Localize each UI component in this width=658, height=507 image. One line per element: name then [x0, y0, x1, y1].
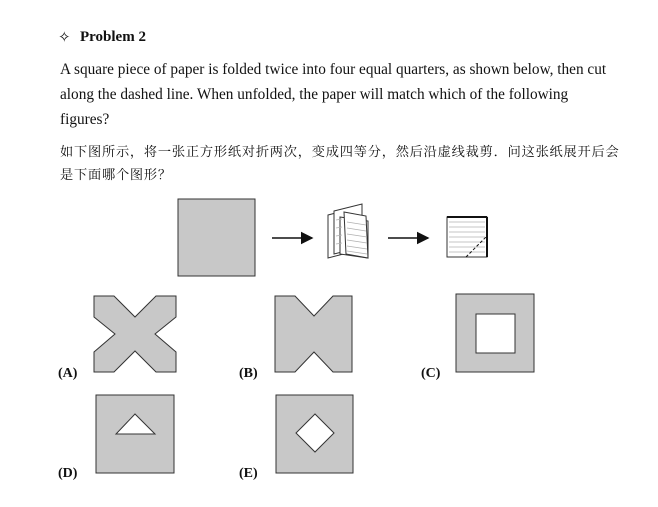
- folded-quarter-with-cut-line: [447, 217, 487, 257]
- option-a-figure[interactable]: [94, 296, 176, 372]
- option-d-label[interactable]: (D): [58, 466, 78, 481]
- original-paper-square: [178, 199, 255, 276]
- folding-paper-illustration: [328, 204, 368, 258]
- option-e-figure[interactable]: [276, 395, 353, 473]
- option-b-label[interactable]: (B): [239, 366, 258, 381]
- option-c-label[interactable]: (C): [421, 366, 441, 381]
- option-a-label[interactable]: (A): [58, 366, 78, 381]
- option-d-figure[interactable]: [96, 395, 174, 473]
- option-b-figure[interactable]: [275, 296, 352, 372]
- problem-text-en: A square piece of paper is folded twice into four equal quarters, as shown below, then cut along the dashed line. When unfolded, the paper will match which of the following figures?: [60, 61, 607, 128]
- problem-text-zh: 如下图所示，将一张正方形纸对折两次，变成四等分，然后沿虚线裁剪．问这张纸展开后会是下面哪个图形？: [60, 145, 620, 183]
- four-point-star-icon: ✧: [58, 28, 71, 46]
- option-e-label[interactable]: (E): [239, 466, 258, 481]
- problem-title: Problem 2: [80, 28, 146, 45]
- option-c-figure[interactable]: [456, 294, 534, 372]
